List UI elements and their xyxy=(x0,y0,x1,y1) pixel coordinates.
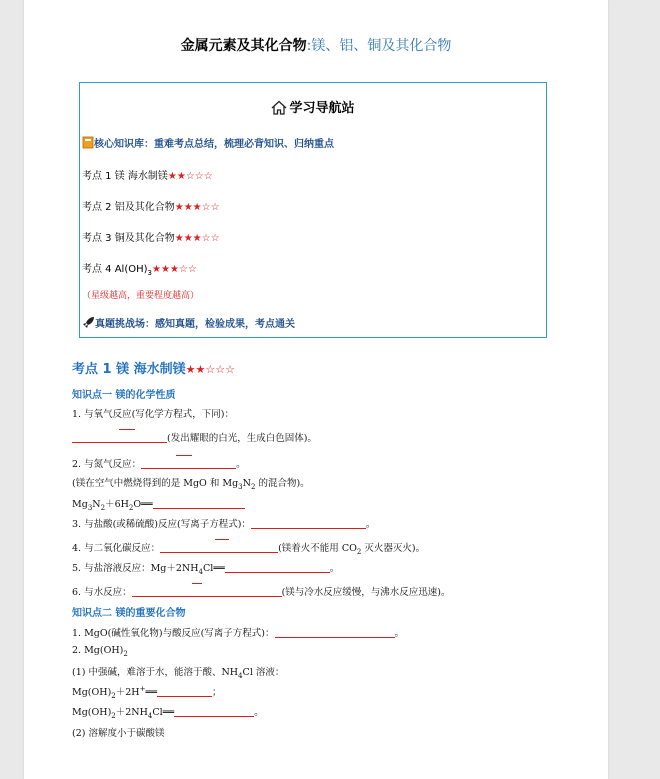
line-text: 6. 与水反应： xyxy=(72,587,132,598)
question-line-6: 4. 与二氧化碳反应： (镁着火不能用 $CO_2$ 灭火器灭火)。 xyxy=(72,540,425,556)
line-text: ＋2H xyxy=(115,687,140,698)
star-rating: ★★★☆☆ xyxy=(174,233,220,244)
question-line-3: (镁在空气中燃烧得到的是 MgO 和 $Mg_3N_2$ 的混合物)。 xyxy=(72,478,310,491)
line-tail: 。 xyxy=(254,707,264,718)
question-line-12: $Mg(OH)_2+2H^+══$ ； xyxy=(72,684,222,700)
line-text: ══ xyxy=(145,687,157,698)
knowledge-point-2: 知识点二 镁的重要化合物 xyxy=(72,608,186,619)
question-line-11: (1) 中强碱，难溶于水，能溶于酸、$NH_4Cl$ 溶液： xyxy=(72,667,285,680)
line-text: Cl 溶液： xyxy=(242,667,285,678)
nav-item-1[interactable] xyxy=(82,167,213,182)
answer-blank[interactable] xyxy=(174,706,254,717)
answer-blank[interactable] xyxy=(72,432,167,443)
title-separator: : xyxy=(306,38,312,54)
answer-blank[interactable] xyxy=(160,542,278,553)
star-rating: ★★☆☆☆ xyxy=(185,363,235,376)
question-line-2 xyxy=(72,456,246,470)
line-text: 2. Mg(OH) xyxy=(72,645,124,656)
line-tail: (镁着火不能用 CO xyxy=(278,543,357,554)
answer-blank[interactable] xyxy=(141,458,236,469)
answer-blank[interactable] xyxy=(153,498,245,509)
line-text: Mg(OH) xyxy=(72,707,112,718)
exam-challenge-label: 真题挑战场： xyxy=(95,319,155,330)
document-title xyxy=(24,35,608,55)
star-rating: ★★★☆☆ xyxy=(174,202,220,213)
core-knowledge-desc: 重难考点总结，梳理必背知识、归纳重点 xyxy=(154,139,334,150)
question-line-8 xyxy=(72,584,451,598)
study-navigation-box xyxy=(79,82,547,338)
star-rating: ★★☆☆☆ xyxy=(167,171,213,182)
question-line-10: 2. $Mg(OH)_2$ xyxy=(72,645,128,658)
nav-item-label: 考点 3 铜及其化合物 xyxy=(82,233,175,244)
line-tail: (发出耀眼的白光，生成白色固体)。 xyxy=(167,433,317,444)
document-page xyxy=(24,0,608,779)
nav-item-3[interactable] xyxy=(82,229,220,244)
line-text: 2. 与氮气反应： xyxy=(72,459,142,470)
question-line-14: (2) 溶解度小于碳酸镁 xyxy=(72,728,165,739)
exam-challenge-desc: 感知真题，检验成果，考点通关 xyxy=(155,319,295,330)
subscript: 3 xyxy=(147,269,153,277)
title-main: 金属元素及其化合物 xyxy=(180,38,307,54)
line-text: 5. 与盐溶液反应：Mg＋2NH xyxy=(72,563,199,574)
nav-item-4[interactable] xyxy=(82,260,197,277)
core-knowledge-line xyxy=(82,135,334,150)
answer-blank[interactable] xyxy=(275,627,395,638)
knowledge-point-1: 知识点一 镁的化学性质 xyxy=(72,390,176,401)
line-tail: 。 xyxy=(394,628,405,639)
question-line-1-answer xyxy=(72,430,317,444)
line-text: O══ xyxy=(133,499,153,510)
line-tail: 灭火器灭火)。 xyxy=(361,543,426,554)
question-line-9 xyxy=(72,625,404,639)
line-text: Mg xyxy=(72,499,88,510)
section-title xyxy=(72,358,235,377)
exam-challenge-line xyxy=(82,315,295,330)
line-tail: (镁与冷水反应缓慢，与沸水反应迅速)。 xyxy=(281,587,451,598)
line-tail: 。 xyxy=(365,519,376,530)
question-line-7: 5. 与盐溶液反应：$Mg+2NH_4Cl══$ 。 xyxy=(72,563,340,576)
line-text: ＋2NH xyxy=(115,707,148,718)
core-knowledge-label: 核心知识库： xyxy=(94,139,154,150)
rocket-icon xyxy=(82,316,95,329)
line-text: Cl══ xyxy=(152,707,175,718)
line-text: (1) 中强碱，难溶于水，能溶于酸、NH xyxy=(72,667,239,678)
line-text: Mg(OH) xyxy=(72,687,112,698)
line-text: N xyxy=(92,499,101,510)
line-text: N xyxy=(242,478,251,489)
nav-item-label: 考点 4 Al(OH) xyxy=(82,264,148,275)
line-text: 的混合物)。 xyxy=(255,478,310,489)
book-icon xyxy=(82,136,94,149)
question-line-1: 1. 与氧气反应(写化学方程式，下同)： xyxy=(72,409,234,420)
answer-blank[interactable] xyxy=(225,562,330,573)
question-line-5 xyxy=(72,516,375,530)
answer-blank[interactable] xyxy=(251,518,366,529)
nav-heading xyxy=(80,97,546,116)
nav-item-2[interactable] xyxy=(82,198,220,213)
line-text: ＋6H xyxy=(105,499,129,510)
line-text: 3. 与盐酸(或稀硫酸)反应(写离子方程式)： xyxy=(72,519,251,530)
line-tail: ； xyxy=(211,687,222,698)
title-subtitle: 镁、铝、铜及其化合物 xyxy=(311,38,452,54)
question-line-13: $Mg(OH)_2+2NH_4Cl══$ 。 xyxy=(72,707,264,720)
nav-item-label: 考点 2 铝及其化合物 xyxy=(82,202,175,213)
star-rating: ★★★☆☆ xyxy=(152,264,197,275)
section-title-text: 考点 1 镁 海水制镁 xyxy=(72,362,186,377)
star-hint: （星级越高，重要程度越高） xyxy=(82,291,200,301)
answer-blank[interactable] xyxy=(132,586,282,597)
line-text: 1. MgO(碱性氧化物)与酸反应(写离子方程式)： xyxy=(72,628,275,639)
nav-item-label: 考点 1 镁 海水制镁 xyxy=(82,171,168,182)
line-tail: 。 xyxy=(329,563,340,574)
line-text: Cl══ xyxy=(203,563,225,574)
line-text: (镁在空气中燃烧得到的是 MgO 和 Mg xyxy=(72,478,239,489)
answer-blank[interactable] xyxy=(157,686,212,697)
line-tail: 。 xyxy=(236,459,246,470)
home-icon xyxy=(271,100,287,115)
question-line-4: $Mg_3N_2+6H_2O══$ xyxy=(72,496,245,512)
nav-heading-text: 学习导航站 xyxy=(289,101,355,116)
line-text: 4. 与二氧化碳反应： xyxy=(72,543,161,554)
